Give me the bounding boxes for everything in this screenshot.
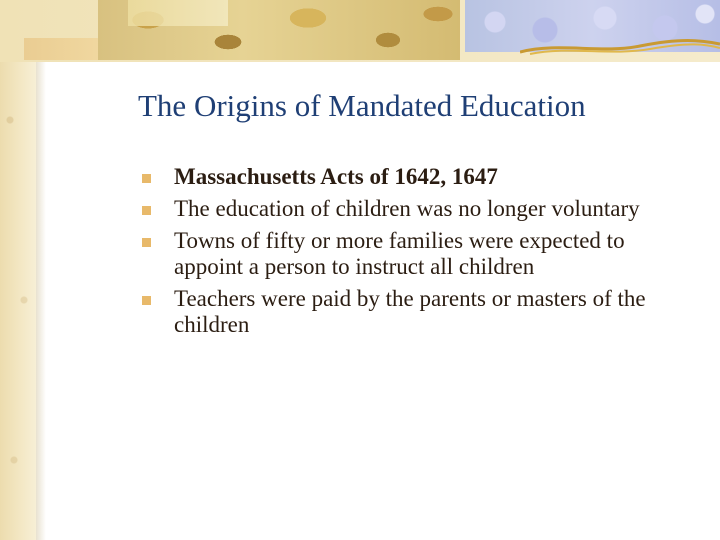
bullet-list bbox=[142, 164, 687, 344]
bullet-item bbox=[142, 164, 687, 190]
bullet-item bbox=[142, 228, 687, 280]
bullet-text: The education of children was no longer voluntary bbox=[174, 196, 640, 221]
square-bullet-icon bbox=[142, 206, 151, 215]
square-bullet-icon bbox=[142, 174, 151, 183]
bullet-item bbox=[142, 196, 687, 222]
bullet-text: Towns of fifty or more families were expected to appoint a person to instruct all children bbox=[174, 228, 625, 279]
bullet-text: Massachusetts Acts of 1642, 1647 bbox=[174, 164, 498, 189]
border-shadow bbox=[36, 62, 46, 540]
square-bullet-icon bbox=[142, 238, 151, 247]
bullet-text: Teachers were paid by the parents or masters of the children bbox=[174, 286, 646, 337]
parchment-border bbox=[0, 0, 36, 540]
banner-accent-block bbox=[24, 38, 108, 60]
bullet-item bbox=[142, 286, 687, 338]
gold-swoosh-ornament bbox=[520, 38, 720, 56]
banner-leaves-highlight bbox=[128, 0, 228, 26]
square-bullet-icon bbox=[142, 296, 151, 305]
slide-title: The Origins of Mandated Education bbox=[138, 88, 586, 123]
